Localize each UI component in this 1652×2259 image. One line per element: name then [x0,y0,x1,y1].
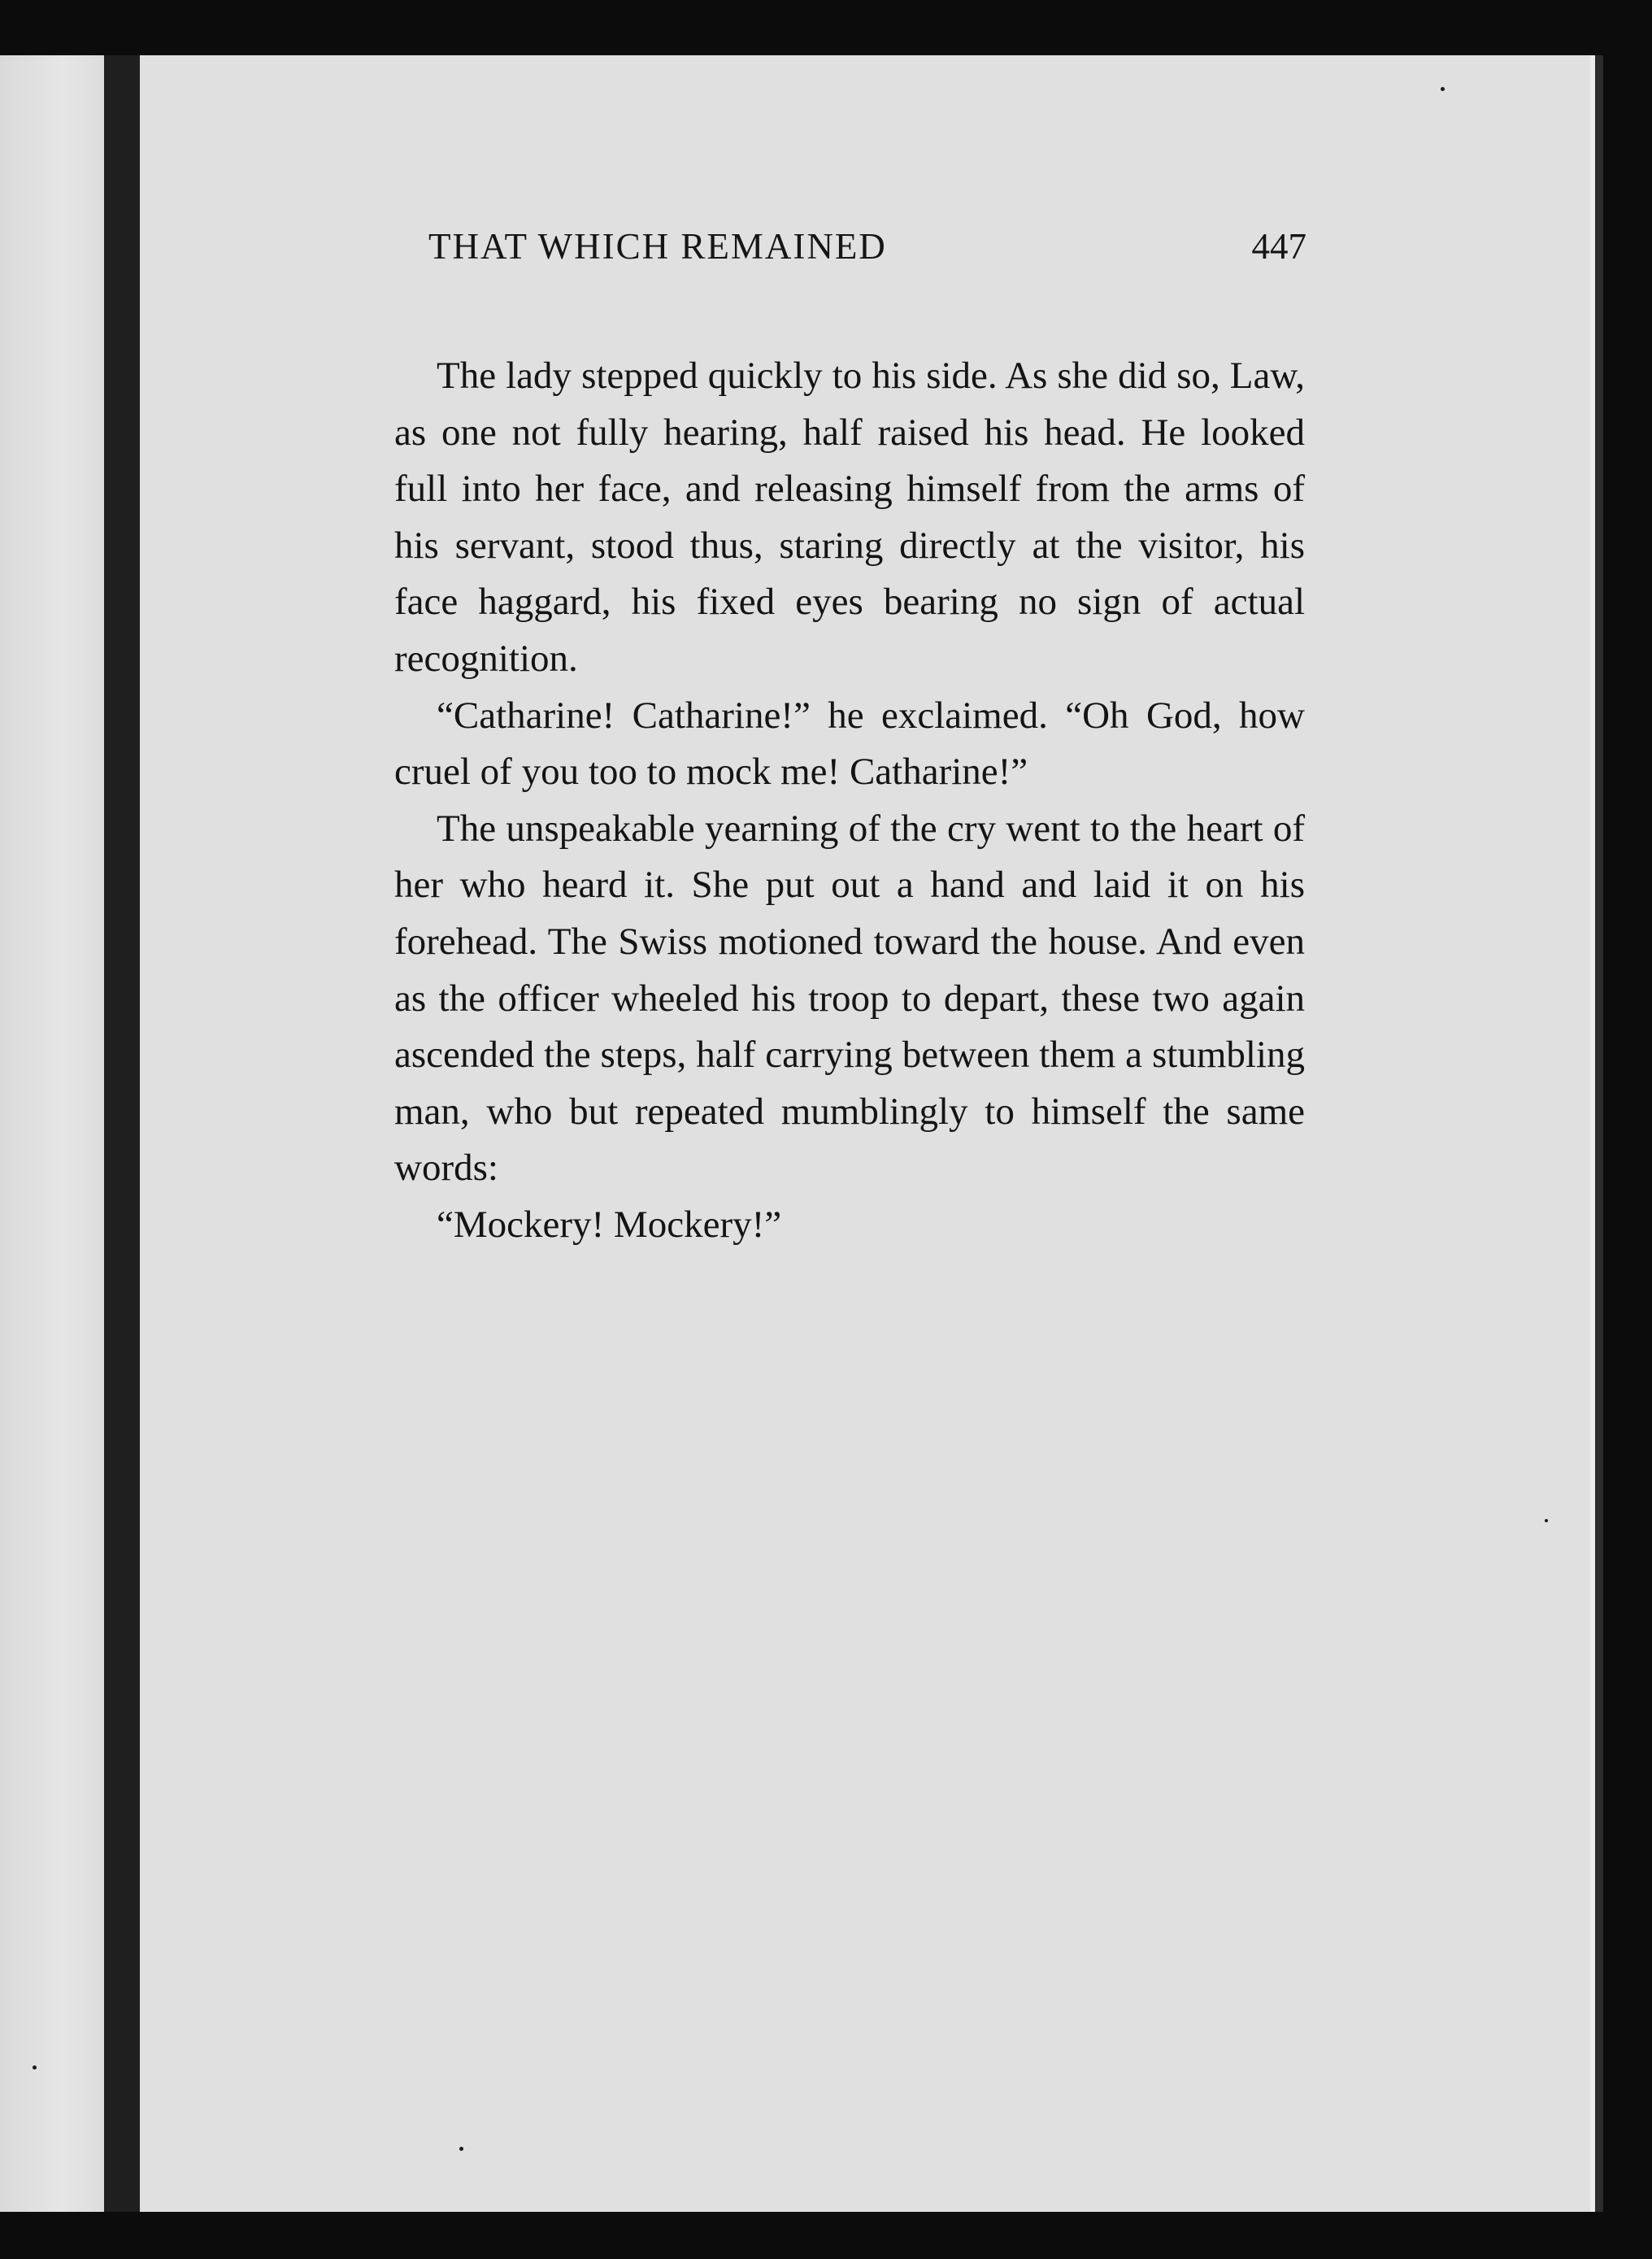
book-gutter [104,55,140,2212]
paragraph: The lady stepped quickly to his side. As she did so, Law, as one not fully hearing, half raised his head. He looked full into her face, and releasing himself from the arms of his servant, stood thus, staring directly at the visitor, his face haggard, his fixed eyes bearing no sign of actual recognition. [394,355,1305,680]
scan-speck [1441,87,1445,91]
running-header [428,193,1306,282]
body-text [394,348,1305,1254]
scan-speck [1545,1519,1548,1522]
closing-quote-line: “Mockery! Mockery!” [437,1203,782,1246]
page-number: 447 [1251,226,1306,267]
scan-speck [459,2147,463,2151]
scan-speck [33,2065,37,2070]
paragraph: “Catharine! Catharine!” he exclaimed. “Oh God, how cruel of you too to mock me! Catharine!” [394,694,1305,794]
running-title: THAT WHICH REMAINED [428,226,887,267]
page-edge [1590,55,1595,2212]
facing-page-edge [0,55,104,2212]
paragraph: The unspeakable yearning of the cry went to the heart of her who heard it. She put out a hand and laid it on his forehead. The Swiss motioned toward the house. And even as the officer wheeled his troop to depart, these two again ascended the steps, half carrying between them a stumbling man, who but repeated mumblingly to himself the same words: [394,807,1305,1190]
